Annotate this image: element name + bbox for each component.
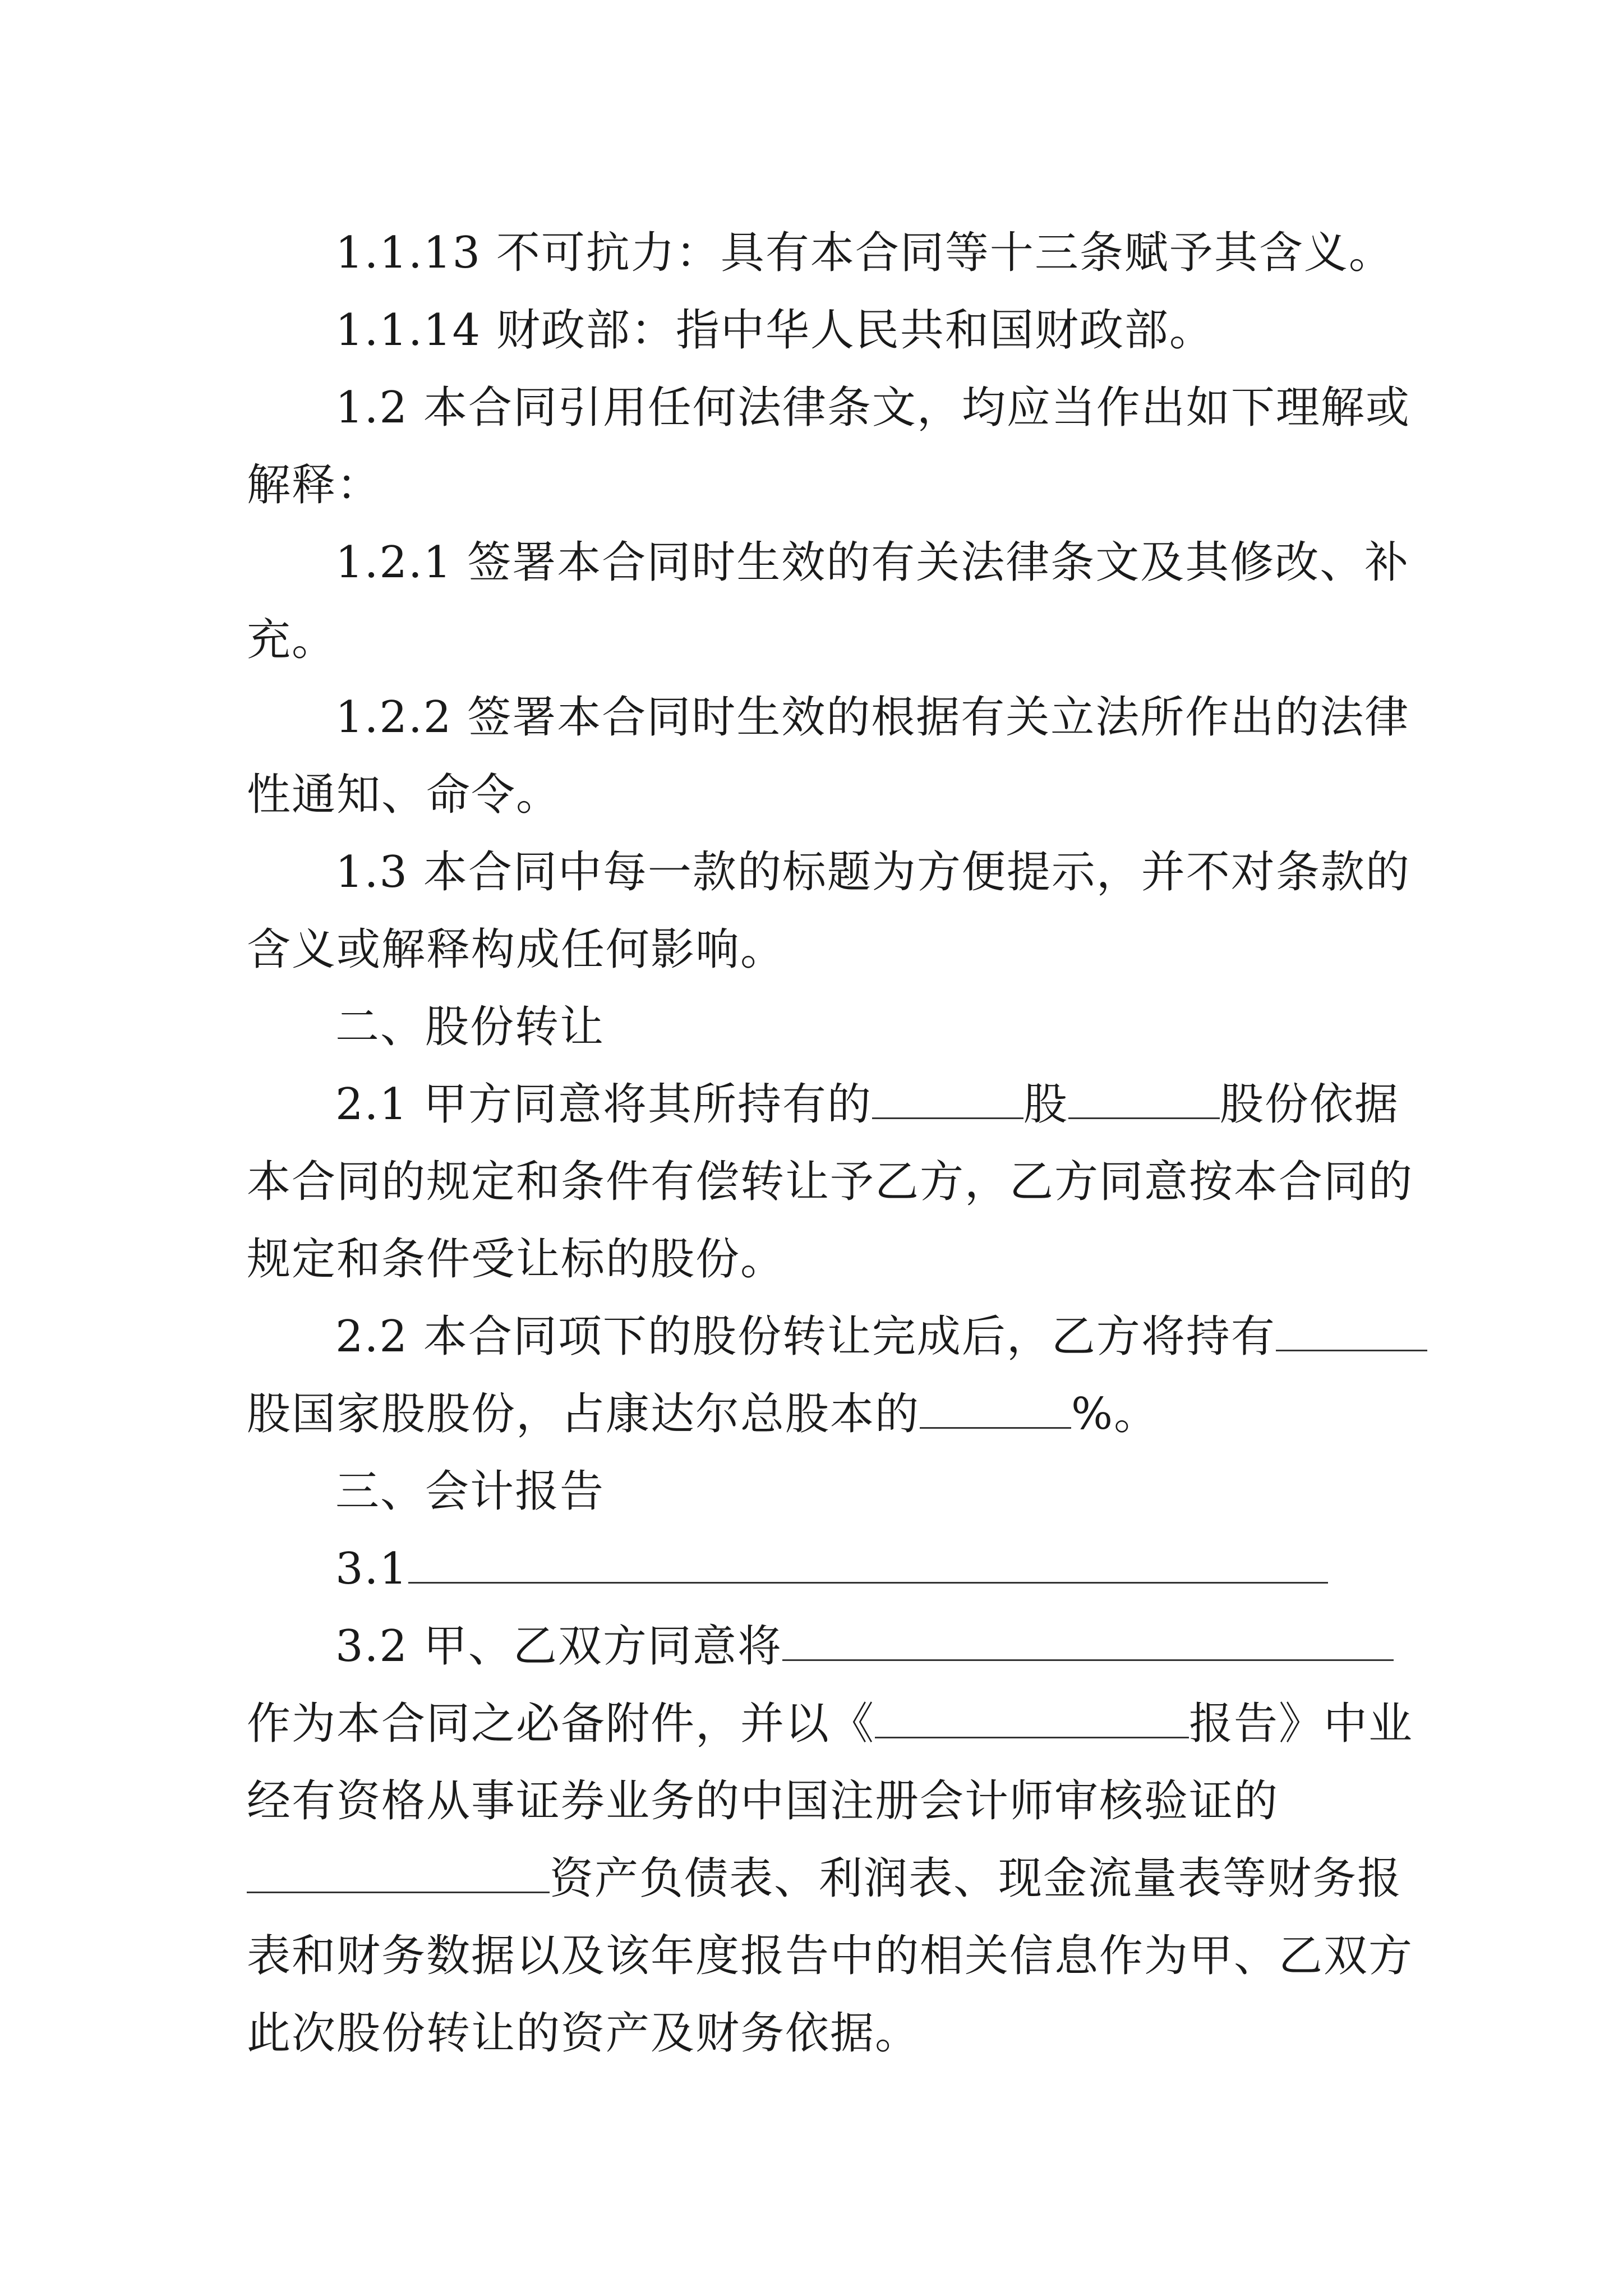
- clause-1-1-14: [247, 292, 1385, 369]
- section-heading: 三、会计报告: [335, 1466, 605, 1517]
- clause-text: 规定和条件受让标的股份。: [247, 1234, 786, 1285]
- section-heading: 二、股份转让: [335, 1002, 605, 1052]
- clause-3-2: [247, 1608, 1414, 2072]
- clause-text: 3.1: [335, 1544, 409, 1594]
- clause-text: 性通知、命令。: [247, 770, 561, 820]
- clause-3-1: [247, 1530, 1385, 1608]
- fill-in-blank[interactable]: [920, 1388, 1071, 1429]
- clause-text: 3.2 甲、乙双方同意将: [335, 1621, 782, 1672]
- fill-in-blank[interactable]: [408, 1543, 1328, 1584]
- fill-in-blank[interactable]: [1068, 1078, 1220, 1119]
- clause-text: 股国家股股份，占康达尔总股本的: [247, 1389, 920, 1439]
- clause-1-1-13: [247, 214, 1394, 292]
- clause-text: 1.3 本合同中每一款的标题为方便提示，并不对条款的: [335, 847, 1410, 898]
- clause-text: 经有资格从事证券业务的中国注册会计师审核验证的: [247, 1776, 1279, 1826]
- clause-text: 含义或解释构成任何影响。: [247, 924, 786, 975]
- clause-text: 1.1.14 财政部：指中华人民共和国财政部。: [335, 305, 1214, 356]
- clause-text: 本合同的规定和条件有偿转让予乙方，乙方同意按本合同的: [247, 1157, 1414, 1207]
- section-heading-2: [247, 988, 1385, 1066]
- clause-1-2-2: [247, 679, 1410, 834]
- fill-in-blank[interactable]: [875, 1697, 1189, 1738]
- clause-text: 充。: [247, 615, 337, 665]
- clause-text: 2.1 甲方同意将其所持有的: [335, 1079, 872, 1130]
- clause-text: 1.2.1 签署本合同时生效的有关法律条文及其修改、补: [335, 537, 1410, 588]
- clause-text: 解释：: [247, 460, 382, 510]
- fill-in-blank[interactable]: [782, 1620, 1394, 1661]
- fill-in-blank[interactable]: [1276, 1310, 1427, 1351]
- clause-text: 此次股份转让的资产及财务依据。: [247, 2008, 920, 2059]
- clause-text: 1.2.2 签署本合同时生效的根据有关立法所作出的法律: [335, 692, 1410, 743]
- clause-2-1: [247, 1066, 1414, 1298]
- clause-text: 2.2 本合同项下的股份转让完成后，乙方将持有: [335, 1312, 1276, 1362]
- clause-text: 资产负债表、利润表、现金流量表等财务报: [550, 1853, 1403, 1904]
- clause-text: 报告》中业: [1189, 1699, 1414, 1749]
- clause-text: 股: [1023, 1079, 1068, 1130]
- fill-in-blank[interactable]: [872, 1078, 1023, 1119]
- section-heading-3: [247, 1453, 1385, 1530]
- clause-text: %。: [1071, 1389, 1159, 1439]
- clause-text: 表和财务数据以及该年度报告中的相关信息作为甲、乙双方: [247, 1931, 1414, 1981]
- clause-text: 1.2 本合同引用任何法律条文，均应当作出如下理解或: [335, 383, 1410, 433]
- clause-text: 股份依据: [1219, 1079, 1399, 1130]
- clause-1-2-1: [247, 524, 1410, 679]
- clause-text: 1.1.13 不可抗力：具有本合同等十三条赋予其含义。: [335, 228, 1394, 278]
- clause-1-3: [247, 834, 1410, 988]
- clause-text: 作为本合同之必备附件，并以《: [247, 1699, 875, 1749]
- clause-1-2: [247, 369, 1410, 524]
- fill-in-blank[interactable]: [247, 1852, 550, 1893]
- clause-2-2: [247, 1298, 1385, 1453]
